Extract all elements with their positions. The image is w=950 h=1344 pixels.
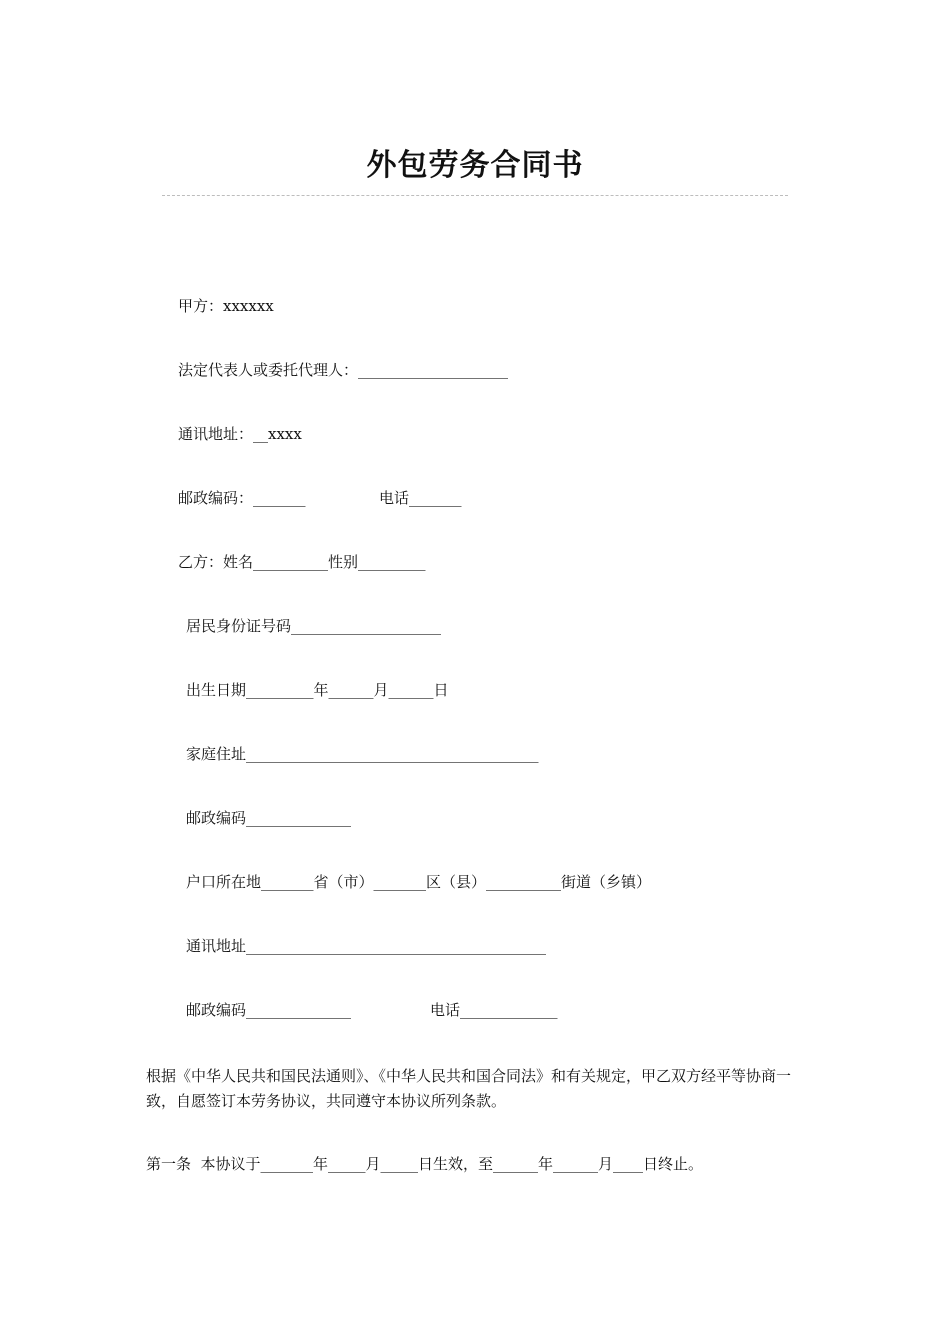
party-b-birth-date: 出生日期_________年______月______日 xyxy=(186,681,449,699)
party-b-phone: 电话_____________ xyxy=(430,1001,558,1019)
party-b-postcode-2: 邮政编码______________ xyxy=(186,1001,352,1019)
party-b-name-gender: 乙方：姓名__________性别_________ xyxy=(178,553,426,571)
party-b-household: 户口所在地_______省（市）_______区（县）__________街道（乡镇） xyxy=(186,873,652,891)
party-a-name: 甲方：xxxxxx xyxy=(178,297,274,315)
party-a-postcode: 邮政编码：_______ xyxy=(178,489,306,507)
party-b-id-number: 居民身份证号码____________________ xyxy=(186,617,442,635)
article-1: 第一条 本协议于_______年_____月_____日生效，至______年______月____日终止。 xyxy=(146,1155,704,1173)
intro-paragraph: 根据《中华人民共和国民法通则》、《中华人民共和国合同法》和有关规定，甲乙双方经平等协商一致，自愿签订本劳务协议，共同遵守本协议所列条款。 xyxy=(146,1067,792,1110)
title-divider xyxy=(162,195,788,196)
party-b-address: 通讯地址________________________________________ xyxy=(186,937,547,955)
party-a-phone: 电话_______ xyxy=(379,489,462,507)
document-title: 外包劳务合同书 xyxy=(366,148,584,183)
party-a-representative: 法定代表人或委托代理人：____________________ xyxy=(178,361,509,379)
party-b-home-address: 家庭住址_______________________________________ xyxy=(186,745,539,763)
party-a-address: 通讯地址：__xxxx xyxy=(178,425,302,443)
party-b-postcode: 邮政编码______________ xyxy=(186,809,352,827)
